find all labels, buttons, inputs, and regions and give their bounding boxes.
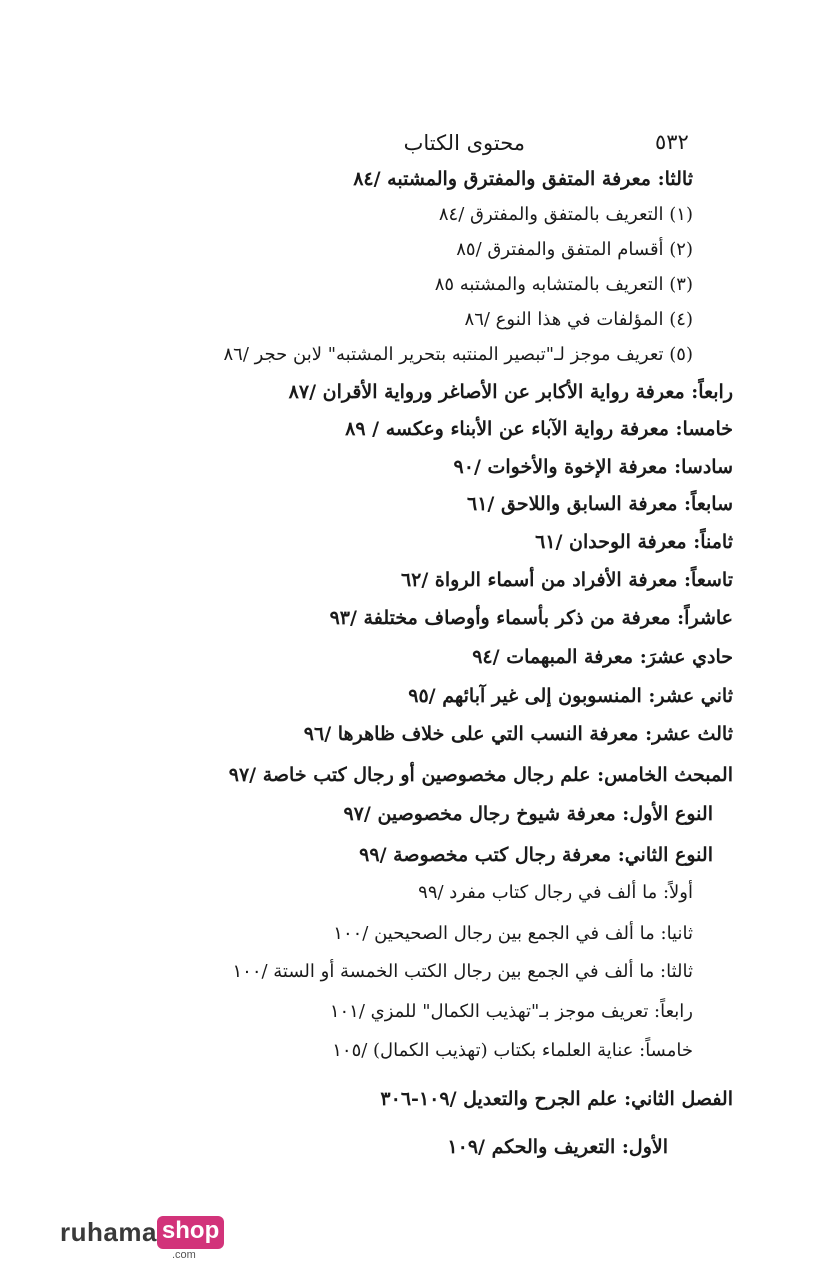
toc-entry: ثانيا: ما ألف في الجمع بين رجال الصحيحين /١٠٠ [333,923,693,944]
toc-entry: أولاً: ما ألف في رجال كتاب مفرد /٩٩ [418,882,693,903]
logo-name: ruhama [60,1217,157,1247]
toc-entry: سابعاً: معرفة السابق واللاحق /٦١ [467,493,733,515]
page-number: ٥٣٢ [655,130,689,154]
toc-entry: (٣) التعريف بالمتشابه والمشتبه ٨٥ [434,274,693,295]
toc-entry: المبحث الخامس: علم رجال مخصوصين أو رجال كتب خاصة /٩٧ [228,764,733,786]
toc-entry: ثالثا: ما ألف في الجمع بين رجال الكتب الخمسة أو الستة /١٠٠ [232,961,693,982]
toc-entry: النوع الأول: معرفة شيوخ رجال مخصوصين /٩٧ [343,803,713,825]
logo-shop-badge: shop [157,1216,224,1249]
page-title: محتوى الكتاب [403,131,525,155]
toc-entry: سادسا: معرفة الإخوة والأخوات /٩٠ [453,456,733,478]
toc-entry: ثاني عشر: المنسوبون إلى غير آبائهم /٩٥ [408,685,733,707]
toc-entry: ثالث عشر: معرفة النسب التي على خلاف ظاهرها /٩٦ [303,723,733,745]
toc-entry: ثامناً: معرفة الوحدان /٦١ [535,531,733,553]
toc-entry: الأول: التعريف والحكم /١٠٩ [447,1136,668,1158]
toc-entry: (٥) تعريف موجز لـ"تبصير المنتبه بتحرير المشتبه" لابن حجر /٨٦ [223,344,693,365]
toc-entry: حادي عشرَ: معرفة المبهمات /٩٤ [472,646,733,668]
toc-entry: تاسعاً: معرفة الأفراد من أسماء الرواة /٦٢ [400,569,733,591]
toc-entry: (١) التعريف بالمتفق والمفترق /٨٤ [438,204,693,225]
logo-domain: .com [172,1249,196,1261]
shop-watermark-logo [60,1216,224,1261]
toc-entry: (٤) المؤلفات في هذا النوع /٨٦ [464,309,693,330]
toc-entry: عاشراً: معرفة من ذكر بأسماء وأوصاف مختلفة /٩٣ [329,607,733,629]
toc-entry: رابعاً: تعريف موجز بـ"تهذيب الكمال" للمزي /١٠١ [329,1001,693,1022]
toc-entry: رابعاً: معرفة رواية الأكابر عن الأصاغر ورواية الأقران /٨٧ [288,381,733,403]
toc-entry: (٢) أقسام المتفق والمفترق /٨٥ [456,239,693,260]
toc-entry: الفصل الثاني: علم الجرح والتعديل /١٠٩-٣٠٦ [380,1088,733,1110]
toc-entry: ثالثا: معرفة المتفق والمفترق والمشتبه /٨٤ [353,168,693,190]
toc-entry: النوع الثاني: معرفة رجال كتب مخصوصة /٩٩ [359,844,713,866]
toc-entry: خامساً: عناية العلماء بكتاب (تهذيب الكمال) /١٠٥ [332,1040,693,1061]
toc-entry: خامسا: معرفة رواية الآباء عن الأبناء وعكسه / ٨٩ [345,418,733,440]
